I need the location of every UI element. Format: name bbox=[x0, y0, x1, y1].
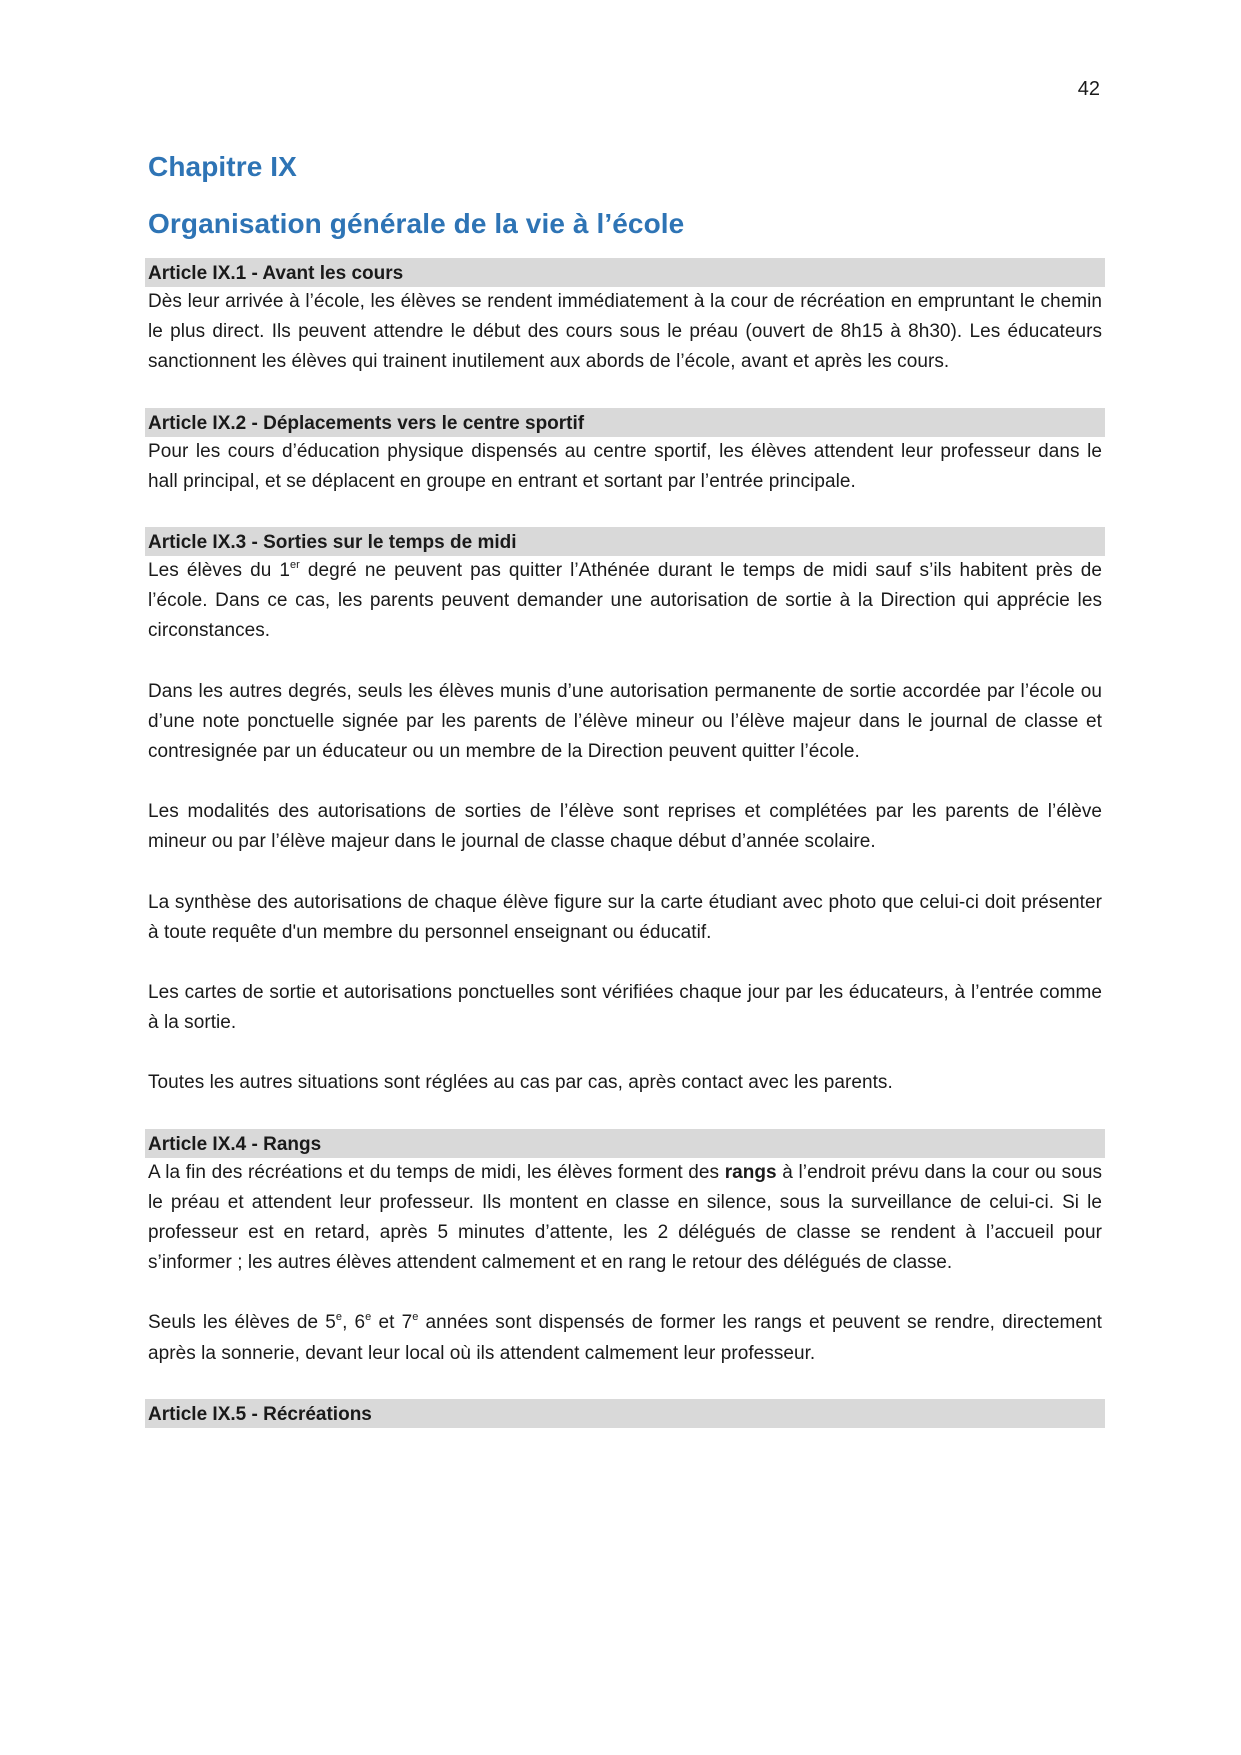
article-heading: Article IX.1 - Avant les cours bbox=[145, 258, 1105, 287]
article-heading: Article IX.2 - Déplacements vers le centre sportif bbox=[145, 408, 1105, 437]
page-content bbox=[148, 150, 1102, 1428]
page-number: 42 bbox=[1077, 78, 1100, 100]
article-heading: Article IX.4 - Rangs bbox=[145, 1129, 1105, 1158]
chapter-label: Chapitre IX bbox=[148, 151, 297, 182]
article-paragraph: Dans les autres degrés, seuls les élèves munis d’une autorisation permanente de sortie accordée par l’école ou d’une note ponctuelle signée par les parents de l’élève mineur ou l’élève majeur dans le journal de classe et contresignée par un éducateur ou un membre de la Direction peuvent quitter l’école. bbox=[148, 680, 1102, 763]
article-paragraph: Les élèves du 1er degré ne peuvent pas quitter l’Athénée durant le temps de midi sauf s’ils habitent près de l’école. Dans ce cas, les parents peuvent demander une autorisation de sortie à la Direction qui apprécie les circonstances. bbox=[148, 559, 1103, 642]
article-paragraph: Les cartes de sortie et autorisations ponctuelles sont vérifiées chaque jour par les éducateurs, à l’entrée comme à la sortie. bbox=[148, 982, 1102, 1034]
article-paragraph: Les modalités des autorisations de sorties de l’élève sont reprises et complétées par les parents de l’élève mineur ou par l’élève majeur dans le journal de classe chaque début d’année scolaire. bbox=[148, 801, 1102, 853]
article-paragraph: La synthèse des autorisations de chaque élève figure sur la carte étudiant avec photo que celui-ci doit présenter à toute requête d'un membre du personnel enseignant ou éducatif. bbox=[148, 891, 1102, 943]
article-paragraph: Seuls les élèves de 5e, 6e et 7e années sont dispensés de former les rangs et peuvent se rendre, directement après la sonnerie, devant leur local où ils attendent calmement leur professeur. bbox=[148, 1311, 1102, 1364]
article-paragraph: Pour les cours d’éducation physique dispensés au centre sportif, les élèves attendent leur professeur dans le hall principal, et se déplacent en groupe en entrant et sortant par l’entrée principale. bbox=[148, 440, 1102, 492]
article-heading: Article IX.3 - Sorties sur le temps de midi bbox=[145, 527, 1105, 556]
chapter-title: Organisation générale de la vie à l’école bbox=[148, 208, 685, 239]
article-heading: Article IX.5 - Récréations bbox=[145, 1399, 1105, 1428]
article-paragraph: Toutes les autres situations sont réglées au cas par cas, après contact avec les parents. bbox=[148, 1072, 893, 1094]
article-paragraph: A la fin des récréations et du temps de midi, les élèves forment des rangs à l’endroit prévu dans la cour ou sous le préau et attendent leur professeur. Ils montent en classe en silence, sous la surveillance de celui-ci. Si le professeur est en retard, après 5 minutes d’attente, les 2 délégués de classe se rendent à l’accueil pour s’informer ; les autres élèves attendent calmement et en rang le retour des délégués de classe. bbox=[148, 1161, 1103, 1274]
article-paragraph: Dès leur arrivée à l’école, les élèves se rendent immédiatement à la cour de récréation en empruntant le chemin le plus direct. Ils peuvent attendre le début des cours sous le préau (ouvert de 8h15 à 8h30). Les éducateurs sanctionnent les élèves qui trainent inutilement aux abords de l’école, avant et après les cours. bbox=[148, 291, 1102, 373]
